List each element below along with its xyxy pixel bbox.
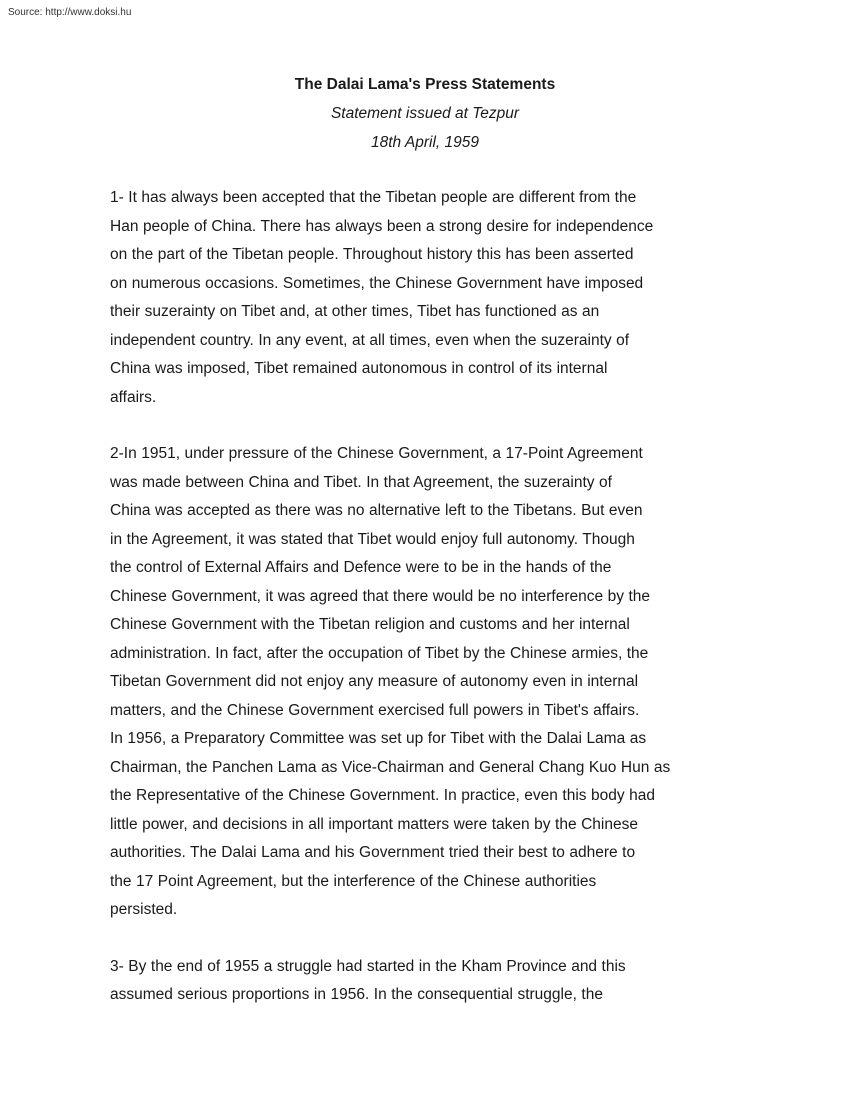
paragraph-1: 1- It has always been accepted that the Tibetan people are different from the Han people of China. There has always been a strong desire for independence on the part of the Tibetan people. Throughout history this has been asserted on numerous occasions. Sometimes, the Chinese Government have imposed their suzerainty on Tibet and, at other times, Tibet has functioned as an independent country. In any event, at all times, even when the suzerainty of China was imposed, Tibet remained autonomous in control of its internal affairs. (110, 189, 654, 406)
paragraph-3: 3- By the end of 1955 a struggle had started in the Kham Province and this assumed serious proportions in 1956. In the consequential struggle, the (110, 957, 626, 1003)
paragraph-2: 2-In 1951, under pressure of the Chinese Government, a 17-Point Agreement was made between China and Tibet. In that Agreement, the suzerainty of China was accepted as there was no alternative left to the Tibetans. But even in the Agreement, it was stated that Tibet would enjoy full autonomy. Though the control of External Affairs and Defence were to be in the hands of the Chinese Government, it was agreed that there would be no interference by the Chinese Government with the Tibetan religion and customs and her internal administration. In fact, after the occupation of Tibet by the Chinese armies, the Tibetan Government did not enjoy any measure of autonomy even in internal matters, and the Chinese Government exercised full powers in Tibet's affairs. In 1956, a Preparatory Committee was set up for Tibet with the Dalai Lama as Chairman, the Panchen Lama as Vice-Chairman and General Chang Kuo Hun as the Representative of the Chinese Government. In practice, even this body had little power, and decisions in all important matters were taken by the Chinese authorities. The Dalai Lama and his Government tried their best to adhere to the 17 Point Agreement, but the interference of the Chinese authorities persisted. (110, 445, 671, 918)
document-subtitle: Statement issued at Tezpur (330, 105, 520, 122)
document-header (0, 74, 850, 157)
document-body (110, 184, 750, 1038)
source-attribution: Source: http://www.doksi.hu (8, 7, 132, 18)
document-date: 18th April, 1959 (370, 134, 479, 151)
document-title: The Dalai Lama's Press Statements (294, 76, 556, 93)
